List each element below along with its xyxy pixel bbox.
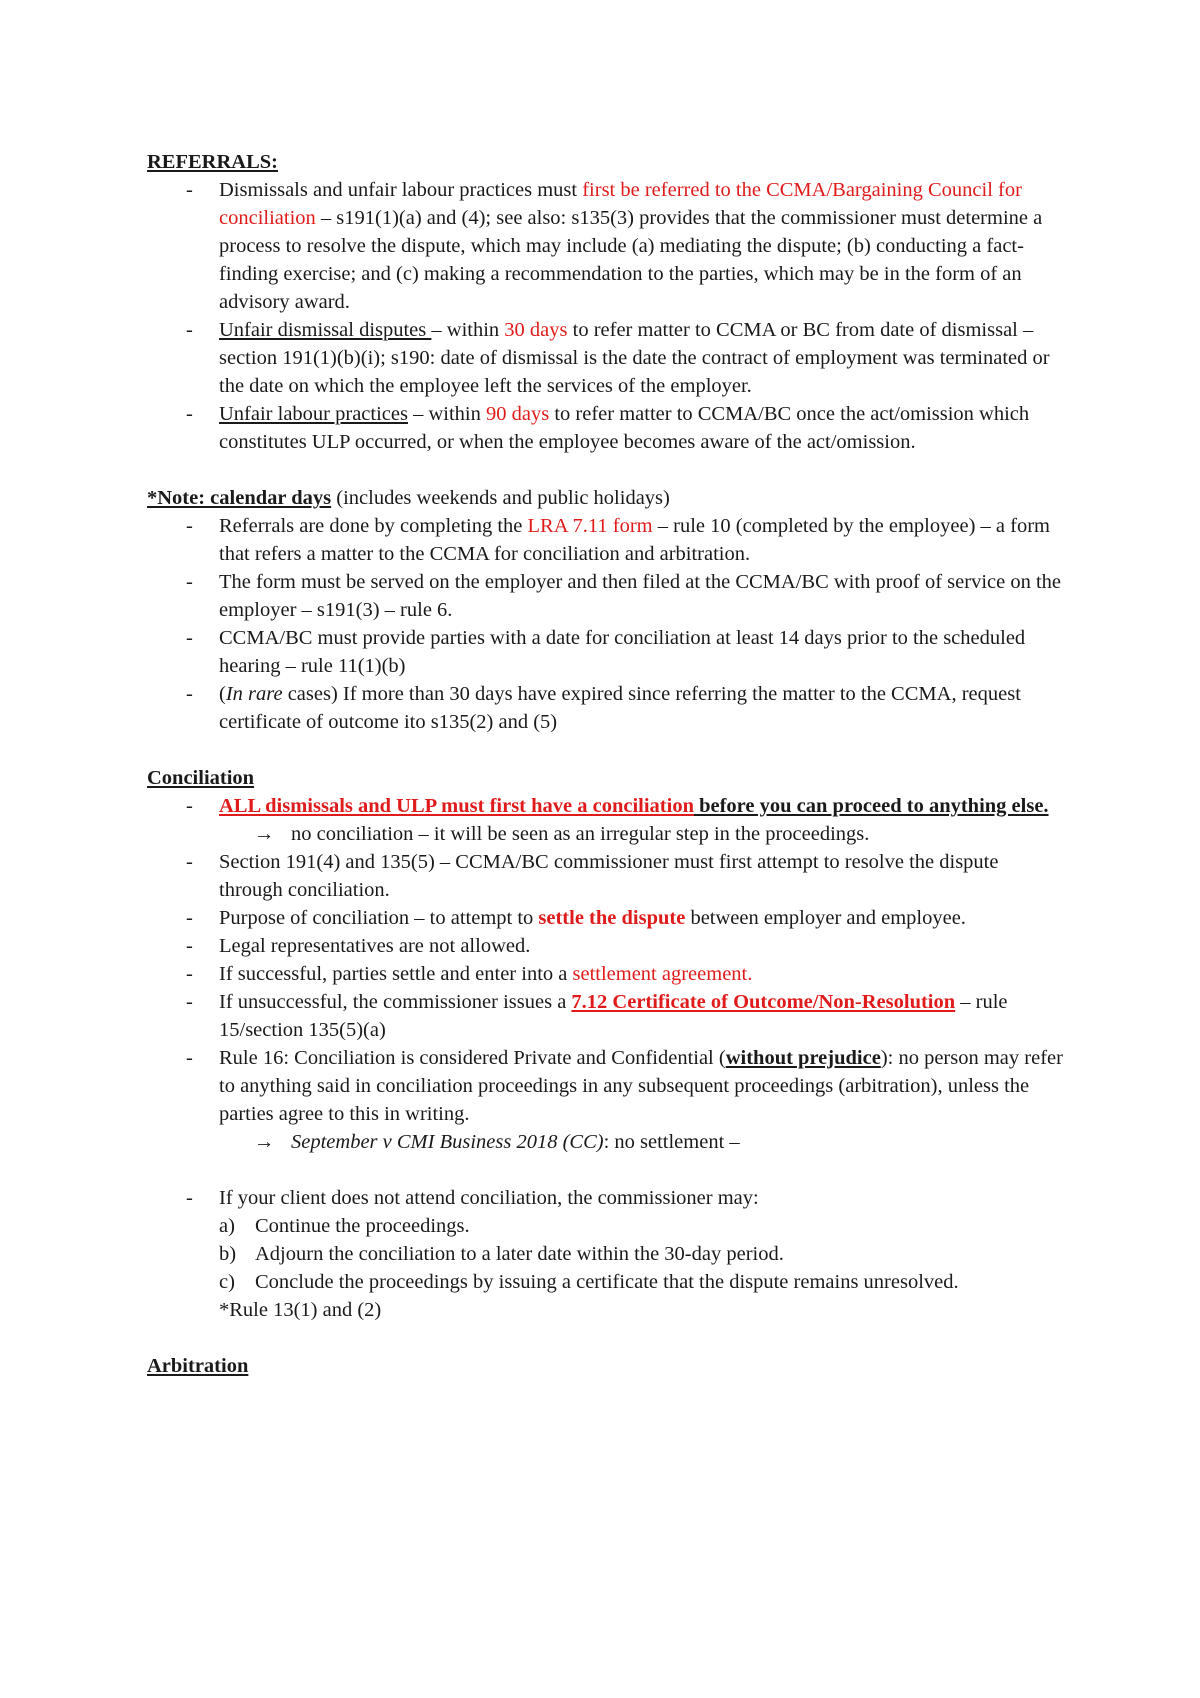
document-content — [147, 148, 1067, 1380]
item-text: Referrals are done by completing the — [219, 515, 528, 537]
list-item: - Section 191(4) and 135(5) – CCMA/BC commissioner must first attempt to resolve the dispute through conciliation. — [147, 848, 1067, 904]
list-item — [147, 400, 1067, 456]
highlighted-text: LRA 7.11 form — [527, 515, 653, 537]
spacer — [219, 1156, 1067, 1184]
option-text: Continue the proceedings. — [255, 1215, 470, 1237]
bold-text: without prejudice — [725, 1047, 881, 1069]
bold-text: before you can proceed to anything else. — [693, 795, 1049, 817]
procedure-list — [147, 512, 1067, 736]
list-item — [147, 904, 1067, 932]
item-text: – rule 15/section 135(5)(a) — [219, 991, 1008, 1041]
option-item — [219, 1268, 1067, 1296]
arrow-icon: → — [254, 1131, 275, 1153]
list-item — [147, 316, 1067, 400]
highlighted-text: first be referred to the CCMA/Bargaining Council for conciliation — [219, 179, 1022, 229]
conciliation-list — [147, 792, 1067, 1324]
item-text: - If your client does not attend conciliation, the commissioner may: — [219, 1187, 759, 1209]
item-text: – rule 10 (completed by the employee) – a form that refers a matter to the CCMA for conciliation and arbitration. — [219, 515, 1050, 565]
note-label: *Note: calendar days — [147, 487, 332, 509]
list-item: - The form must be served on the employer and then filed at the CCMA/BC with proof of service on the employer – s191(3) – rule 6. — [147, 568, 1067, 624]
item-text: – within — [431, 319, 505, 341]
item-text: Purpose of conciliation – to attempt to — [219, 907, 539, 929]
list-item: - Legal representatives are not allowed. — [147, 932, 1067, 960]
arrow-icon: → — [254, 823, 275, 845]
underlined-term: Unfair dismissal disputes — [219, 319, 432, 341]
item-text: : no settlement – — [603, 1131, 740, 1153]
note-text: (includes weekends and public holidays) — [331, 487, 670, 509]
option-text: Conclude the proceedings by issuing a certificate that the dispute remains unresolved. — [255, 1271, 959, 1293]
option-letter: c) — [219, 1271, 235, 1293]
list-item — [147, 792, 1067, 848]
item-text: If unsuccessful, the commissioner issues a — [219, 991, 572, 1013]
option-letter: b) — [219, 1243, 237, 1265]
calendar-days-note — [147, 484, 1067, 512]
item-text: Dismissals and unfair labour practices must — [219, 179, 583, 201]
item-text: – within — [407, 403, 486, 425]
item-text: Rule 16: Conciliation is considered Private and Confidential ( — [219, 1047, 726, 1069]
sub-list — [219, 820, 1067, 848]
list-item — [147, 512, 1067, 568]
highlighted-text: settlement agreement. — [572, 963, 753, 985]
sub-item — [219, 1128, 1067, 1156]
highlighted-text: 30 days — [504, 319, 568, 341]
conciliation-heading: Conciliation — [147, 767, 255, 789]
rule-reference: *Rule 13(1) and (2) — [219, 1299, 382, 1321]
highlighted-text: 7.12 Certificate of Outcome/Non-Resolution — [571, 991, 956, 1013]
underlined-term: Unfair labour practices — [219, 403, 408, 425]
item-text: ( — [219, 683, 226, 705]
referrals-list — [147, 176, 1067, 456]
list-item — [147, 1044, 1067, 1184]
item-text: between employer and employee. — [685, 907, 966, 929]
highlighted-text: settle the dispute — [538, 907, 686, 929]
list-item: - CCMA/BC must provide parties with a date for conciliation at least 14 days prior to the scheduled hearing – rule 11(1)(b) — [147, 624, 1067, 680]
case-citation: September v CMI Business 2018 (CC) — [291, 1131, 604, 1153]
option-letter: a) — [219, 1215, 235, 1237]
item-text: no conciliation – it will be seen as an irregular step in the proceedings. — [291, 823, 870, 845]
option-item — [219, 1240, 1067, 1268]
option-text: Adjourn the conciliation to a later date within the 30-day period. — [255, 1243, 784, 1265]
options-list — [219, 1212, 1067, 1296]
item-text: to refer matter to CCMA/BC once the act/omission which constitutes ULP occurred, or when the employee becomes aware of the act/omission. — [219, 403, 1030, 453]
list-item — [147, 960, 1067, 988]
item-text: cases) If more than 30 days have expired since referring the matter to the CCMA, request certificate of outcome ito s135(2) and (5) — [219, 683, 1021, 733]
sub-list — [219, 1128, 1067, 1156]
italic-text: In rare — [225, 683, 283, 705]
list-item — [147, 680, 1067, 736]
list-item — [147, 988, 1067, 1044]
referrals-heading: REFERRALS: — [147, 151, 278, 173]
list-item — [147, 1184, 1067, 1324]
item-text: to refer matter to CCMA or BC from date of dismissal – section 191(1)(b)(i); s190: date of dismissal is the date the contract of employment was terminated or the date on which the employee left the services of the employer. — [219, 319, 1050, 397]
sub-item — [219, 820, 1067, 848]
arbitration-heading: Arbitration — [147, 1355, 249, 1377]
highlighted-text: ALL dismissals and ULP must first have a conciliation — [219, 795, 694, 817]
item-text: If successful, parties settle and enter into a — [219, 963, 573, 985]
highlighted-text: 90 days — [486, 403, 550, 425]
item-text: ): no person may refer to anything said in conciliation proceedings in any subsequent proceedings (arbitration), unless the parties agree to this in writing. — [219, 1047, 1063, 1125]
item-text: – s191(1)(a) and (4); see also: s135(3) provides that the commissioner must determine a process to resolve the dispute, which may include (a) mediating the dispute; (b) conducting a fact-finding exercise; and (c) making a recommendation to the parties, which may be in the form of an advisory award. — [219, 207, 1043, 313]
option-item — [219, 1212, 1067, 1240]
list-item — [147, 176, 1067, 316]
